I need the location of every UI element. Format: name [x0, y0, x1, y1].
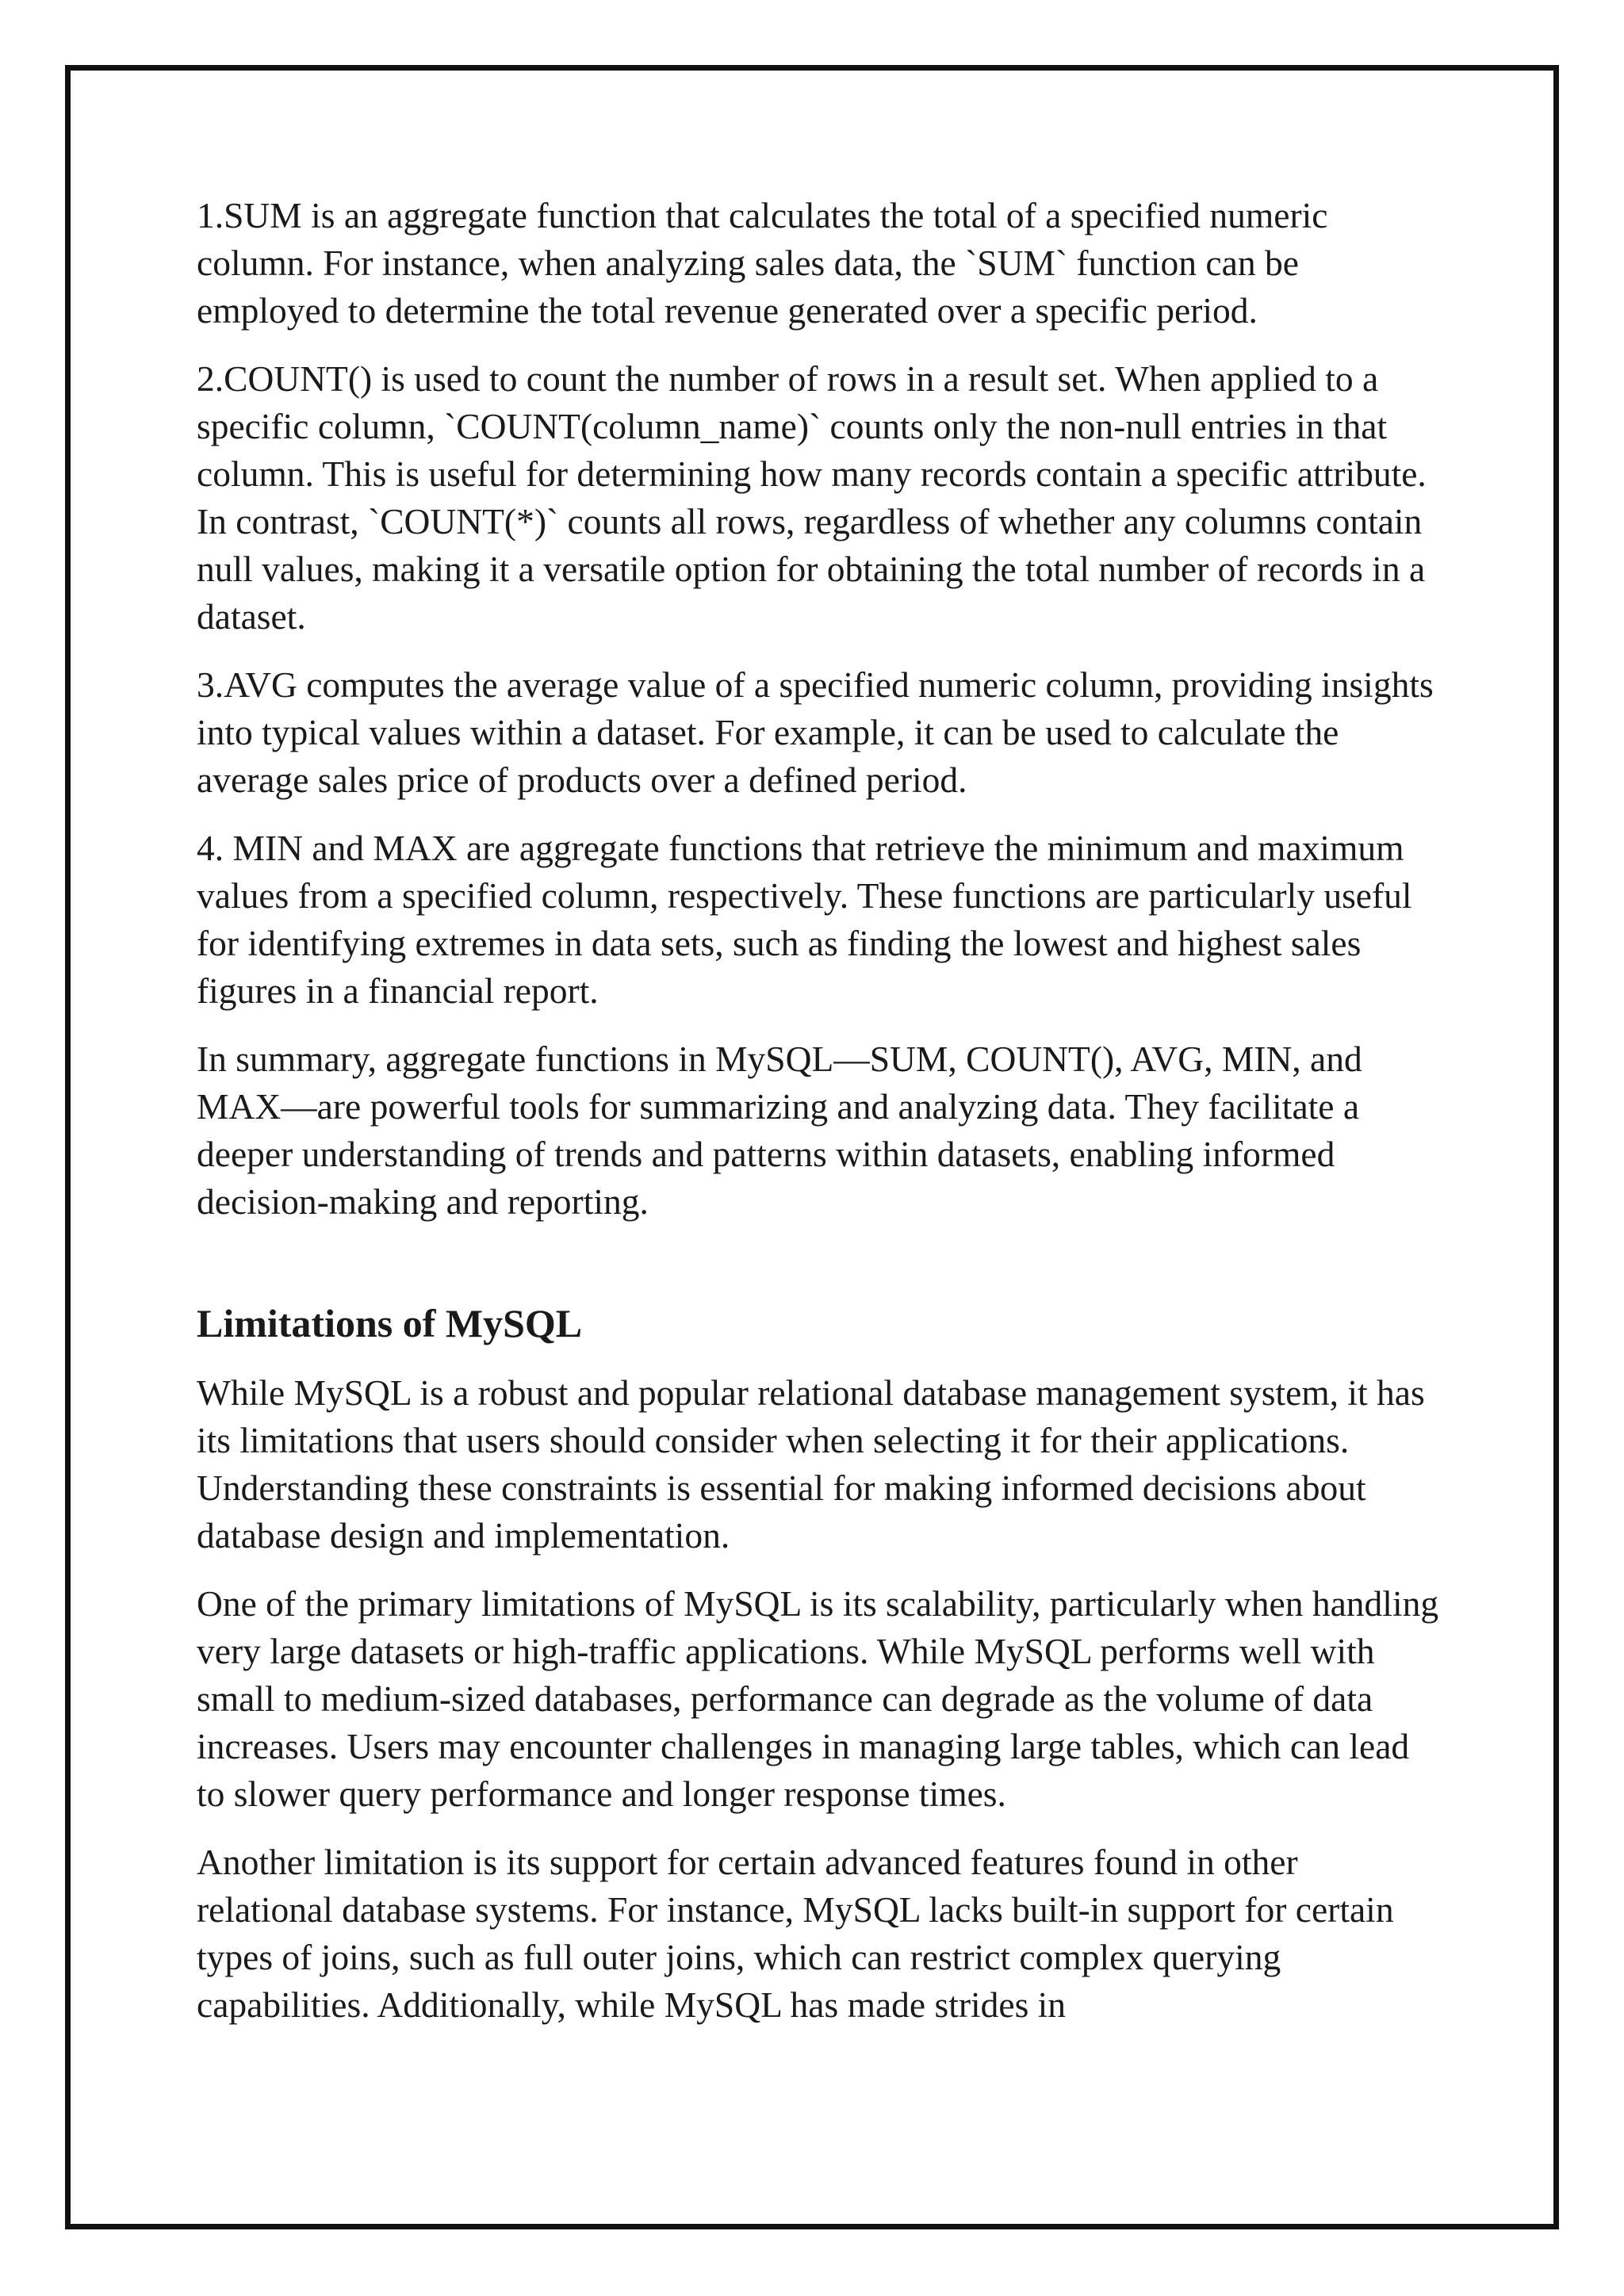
paragraph-limitations-intro: While MySQL is a robust and popular relational database management system, it has its limitations that users should consider when selecting it for their applications. Understanding these constraints is essential for making informed decisions about database design and implementation. [197, 1372, 1425, 1556]
paragraph-min-max: 4. MIN and MAX are aggregate functions that retrieve the minimum and maximum values from a specified column, respectively. These functions are particularly useful for identifying extremes in data sets, such as finding the lowest and highest sales figures in a financial report. [197, 828, 1412, 1011]
paragraph-scalability: One of the primary limitations of MySQL is its scalability, particularly when handling very large datasets or high-traffic applications. While MySQL performs well with small to medium-sized databases, performance can degrade as the volume of data increases. Users may encounter challenges in managing large tables, which can lead to slower query performance and longer response times. [197, 1583, 1439, 1814]
paragraph-count: 2.COUNT() is used to count the number of rows in a result set. When applied to a specific column, `COUNT(column_name)` counts only the non-null entries in that column. This is useful for determining how many records contain a specific attribute. In contrast, `COUNT(*)` counts all rows, regardless of whether any columns contain null values, making it a versatile option for obtaining the total number of records in a dataset. [197, 358, 1427, 637]
section-heading: Limitations of MySQL [197, 1301, 583, 1345]
paragraph-sum: 1.SUM is an aggregate function that calculates the total of a specified numeric column. For instance, when analyzing sales data, the `SUM` function can be employed to determine the total revenue generated over a specific period. [197, 195, 1328, 331]
paragraph-avg: 3.AVG computes the average value of a specified numeric column, providing insights into typical values within a dataset. For example, it can be used to calculate the average sales price of products over a defined period. [197, 664, 1434, 800]
paragraph-advanced-features: Another limitation is its support for certain advanced features found in other relational database systems. For instance, MySQL lacks built-in support for certain types of joins, such as full outer joins, which can restrict complex querying capabilities. Additionally, while MySQL has made strides in [197, 1842, 1394, 2025]
paragraph-summary: In summary, aggregate functions in MySQL—SUM, COUNT(), AVG, MIN, and MAX—are powerful tools for summarizing and analyzing data. They facilitate a deeper understanding of trends and patterns within datasets, enabling informed decision-making and reporting. [197, 1039, 1362, 1222]
document-body [197, 192, 1442, 2049]
